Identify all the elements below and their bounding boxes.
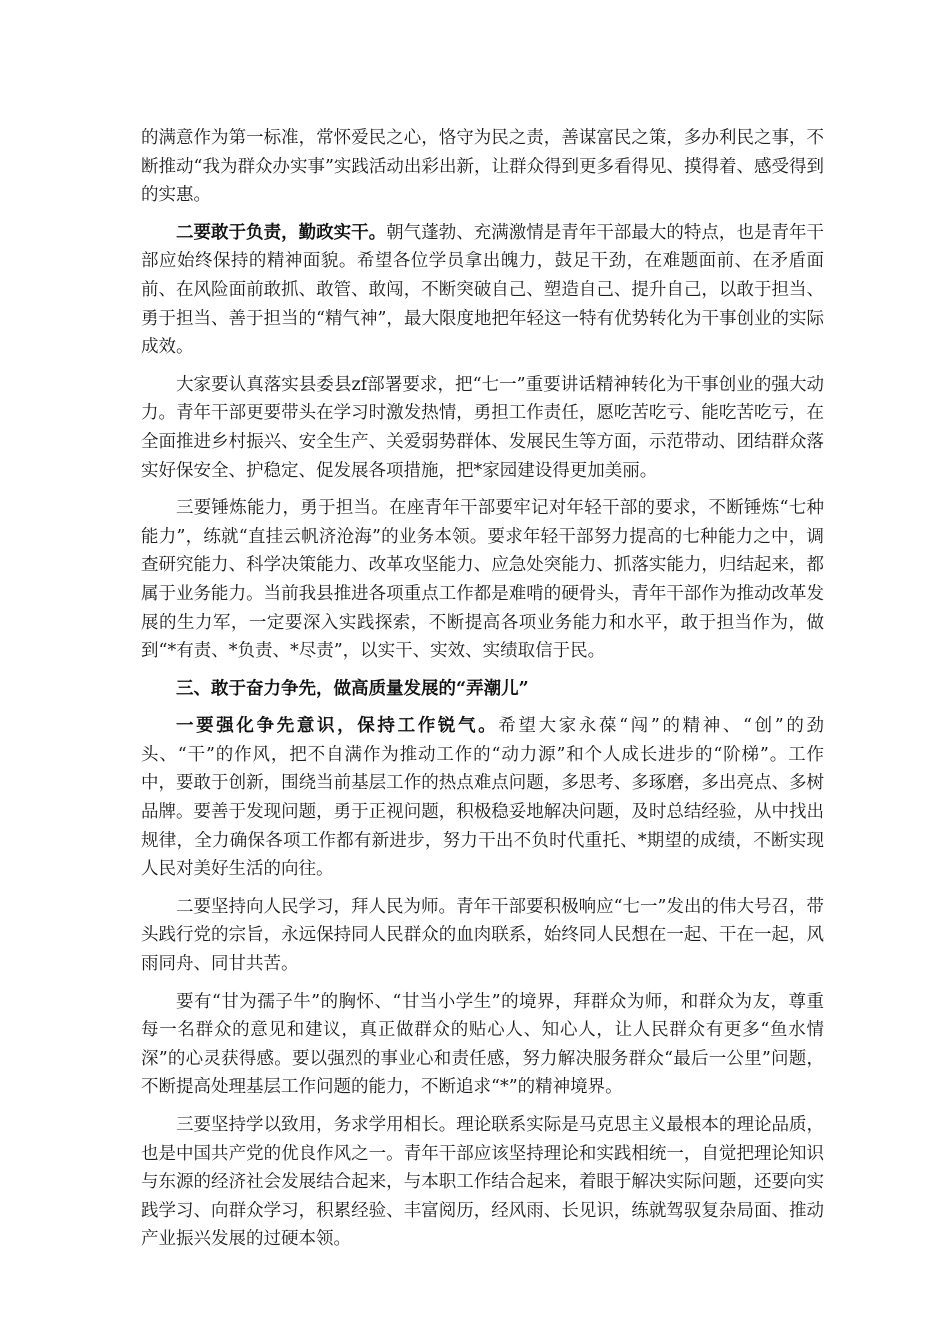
paragraph-responsibility bbox=[141, 219, 824, 362]
paragraph-text: 三要锤炼能力，勇于担当。在座青年干部要牢记对年轻干部的要求，不断锤炼“七种能力”，练就“直挂云帆济沧海”的业务本领。要求年轻干部努力提高的七种能力之中，调查研究能力、科学决策能力、改革攻坚能力、应急处突能力、抓落实能力，归结起来，都属于业务能力。当前我县推进各项重点工作都是难啃的硬骨头，青年干部作为推动改革发展的生力军，一定要深入实践探索，不断提高各项业务能力和水平，敢于担当作为，做到“*有责、*负责、*尽责”，以实干、实效、实绩取信于民。 bbox=[141, 498, 824, 662]
paragraph-learn-from-people bbox=[141, 893, 824, 979]
paragraph-lead: 一要强化争先意识，保持工作锐气。 bbox=[176, 716, 499, 737]
paragraph-implementation bbox=[141, 371, 824, 485]
paragraph-text: 二要坚持向人民学习，拜人民为师。青年干部要积极响应“七一”发出的伟大号召，带头践行党的宗旨，永远保持同人民群众的血肉联系，始终同人民想在一起、干在一起，风雨同舟、同甘共苦。 bbox=[141, 896, 824, 975]
paragraph-theory-practice bbox=[141, 1111, 824, 1254]
paragraph-text: 要有“甘为孺子牛”的胸怀、“甘当小学生”的境界，拜群众为师，和群众为友，尊重每一名群众的意见和建议，真正做群众的贴心人、知心人，让人民群众有更多“鱼水情深”的心灵获得感。要以强烈的事业心和责任感，努力解决服务群众“最后一公里”问题，不断提高处理基层工作问题的能力，不断追求“*”的精神境界。 bbox=[141, 991, 824, 1098]
paragraph-serve-people bbox=[141, 988, 824, 1102]
paragraph-ability bbox=[141, 494, 824, 666]
paragraph-lead: 二要敢于负责，勤政实干。 bbox=[176, 222, 387, 243]
document-body bbox=[141, 124, 824, 1263]
paragraph-continuation bbox=[141, 124, 824, 210]
paragraph-text: 大家要认真落实县委县zf部署要求，把“七一”重要讲话精神转化为干事创业的强大动力。青年干部更要带头在学习时激发热情，勇担工作责任，愿吃苦吃亏、能吃苦吃亏，在全面推进乡村振兴、安全生产、关爱弱势群体、发展民生等方面，示范带动、团结群众落实好保安全、护稳定、促发展各项措施，把*家园建设得更加美丽。 bbox=[141, 374, 824, 481]
section-heading: 三、敢于奋力争先，做高质量发展的“弄潮儿” bbox=[176, 678, 529, 699]
paragraph-text: 朝气蓬勃、充满激情是青年干部最大的特点，也是青年干部应始终保持的精神面貌。希望各位学员拿出魄力，鼓足干劲，在难题面前、在矛盾面前、在风险面前敢抓、敢管、敢闯，不断突破自己、塑造自己、提升自己，以敢于担当、勇于担当、善于担当的“精气神”，最大限度地把年轻这一特有优势转化为干事创业的实际成效。 bbox=[141, 222, 825, 358]
paragraph-competition bbox=[141, 712, 824, 884]
paragraph-text: 三要坚持学以致用，务求学用相长。理论联系实际是马克思主义最根本的理论品质，也是中国共产党的优良作风之一。青年干部应该坚持理论和实践相统一，自觉把理论知识与东源的经济社会发展结合起来，与本职工作结合起来，着眼于解决实际问题，还要向实践学习、向群众学习，积累经验、丰富阅历，经风雨、长见识，练就驾驭复杂局面、推动产业振兴发展的过硬本领。 bbox=[141, 1115, 824, 1250]
paragraph-text: 的满意作为第一标准，常怀爱民之心，恪守为民之责，善谋富民之策，多办利民之事，不断推动“我为群众办实事”实践活动出彩出新，让群众得到更多看得见、摸得着、感受得到的实惠。 bbox=[141, 128, 824, 206]
paragraph-text: 希望大家永葆“闯”的精神、“创”的劲头、“干”的作风，把不自满作为推动工作的“动力源”和个人成长进步的“阶梯”。工作中，要敢于创新，围绕当前基层工作的热点难点问题，多思考、多琢磨，多出亮点、多树品牌。要善于发现问题，勇于正视问题，积极稳妥地解决问题，及时总结经验，从中找出规律，全力确保各项工作都有新进步，努力干出不负时代重托、*期望的成绩，不断实现人民对美好生活的向往。 bbox=[141, 716, 824, 880]
